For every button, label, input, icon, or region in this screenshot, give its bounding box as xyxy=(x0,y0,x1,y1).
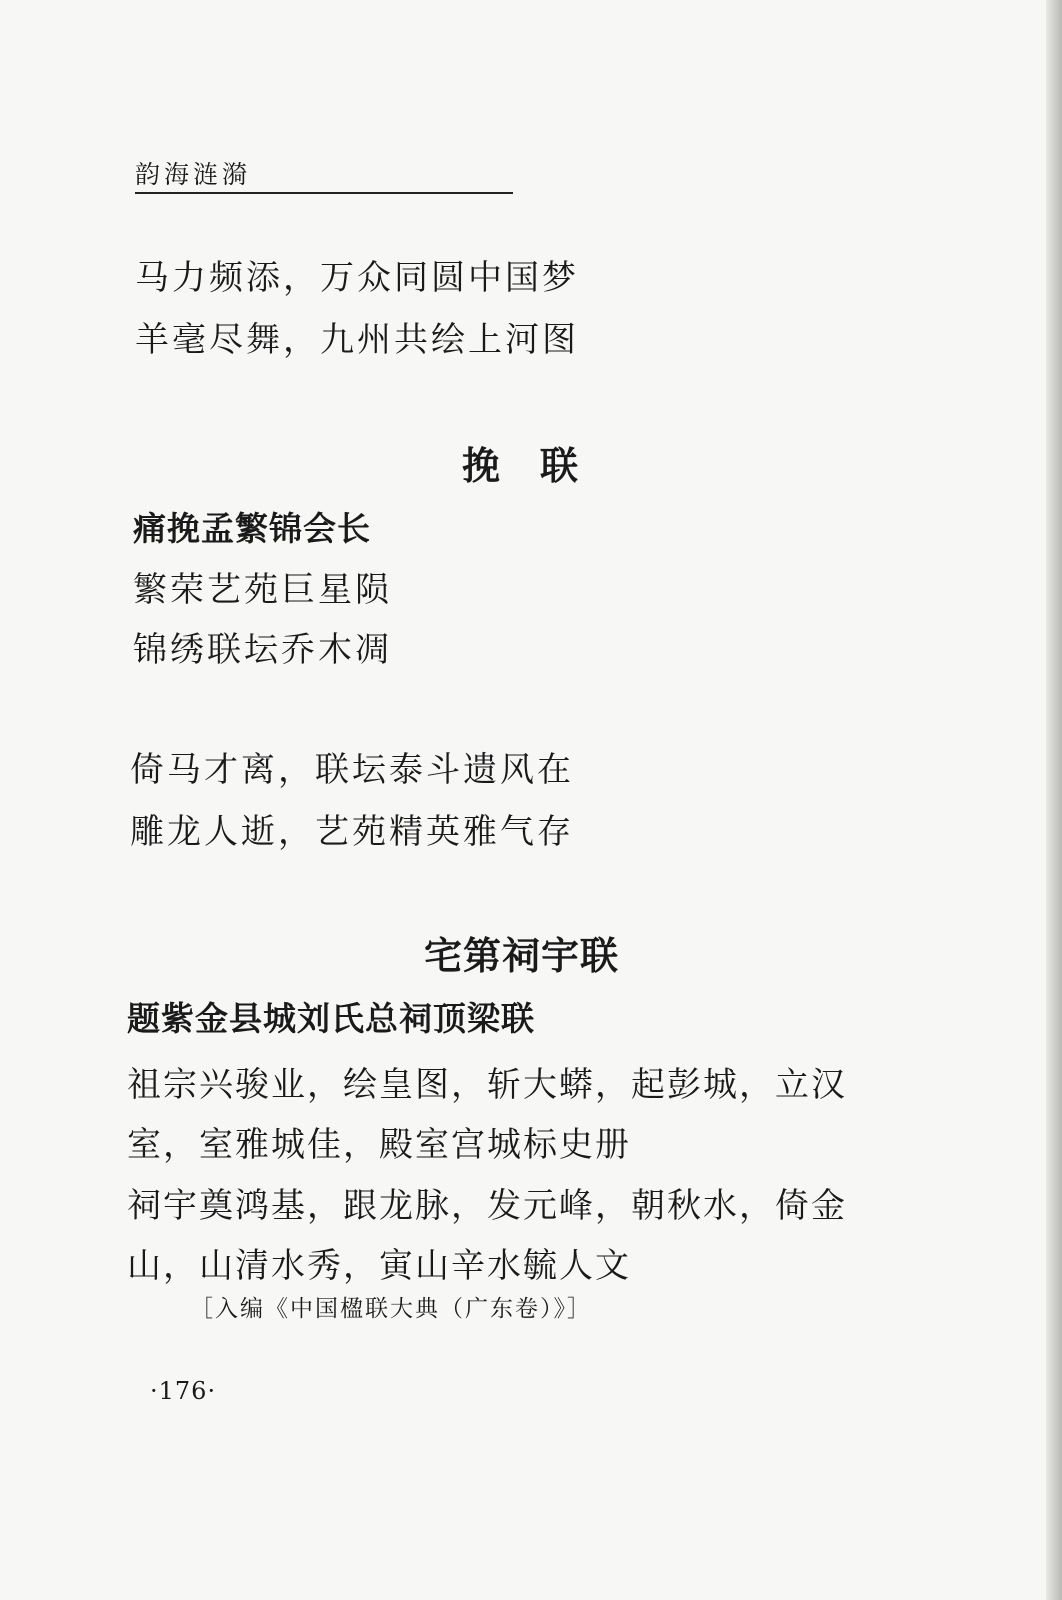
couplet-line: 祖宗兴骏业，绘皇图，斩大蟒，起彭城，立汉 xyxy=(127,1065,847,1105)
couplet-line: 室，室雅城佳，殿室宫城标史册 xyxy=(127,1125,631,1165)
section-title-residence: 宅第祠宇联 xyxy=(424,933,620,978)
couplet-line: 倚马才离，联坛泰斗遗风在 xyxy=(130,750,574,790)
couplet-line: 祠宇奠鸿基，跟龙脉，发元峰，朝秋水，倚金 xyxy=(127,1186,847,1226)
couplet-line: 马力频添，万众同圆中国梦 xyxy=(135,258,579,298)
elegy-subtitle: 痛挽孟繁锦会长 xyxy=(133,509,371,548)
couplet-line: 繁荣艺苑巨星陨 xyxy=(133,570,392,610)
running-head: 韵海涟漪 xyxy=(135,160,252,189)
couplet-line: 山，山清水秀，寅山辛水毓人文 xyxy=(127,1246,631,1286)
couplet-line: 锦绣联坛乔木凋 xyxy=(133,630,392,670)
source-note: ［入编《中国楹联大典（广东卷）》］ xyxy=(190,1296,592,1322)
section-title-elegy: 挽 联 xyxy=(462,443,580,488)
couplet-line: 雕龙人逝，艺苑精英雅气存 xyxy=(130,812,574,852)
header-rule xyxy=(135,192,513,194)
couplet-line: 羊毫尽舞，九州共绘上河图 xyxy=(135,320,579,360)
residence-subtitle: 题紫金县城刘氏总祠顶梁联 xyxy=(127,999,535,1038)
page-number: ·176· xyxy=(150,1377,217,1405)
page-edge-shadow xyxy=(1046,0,1062,1600)
